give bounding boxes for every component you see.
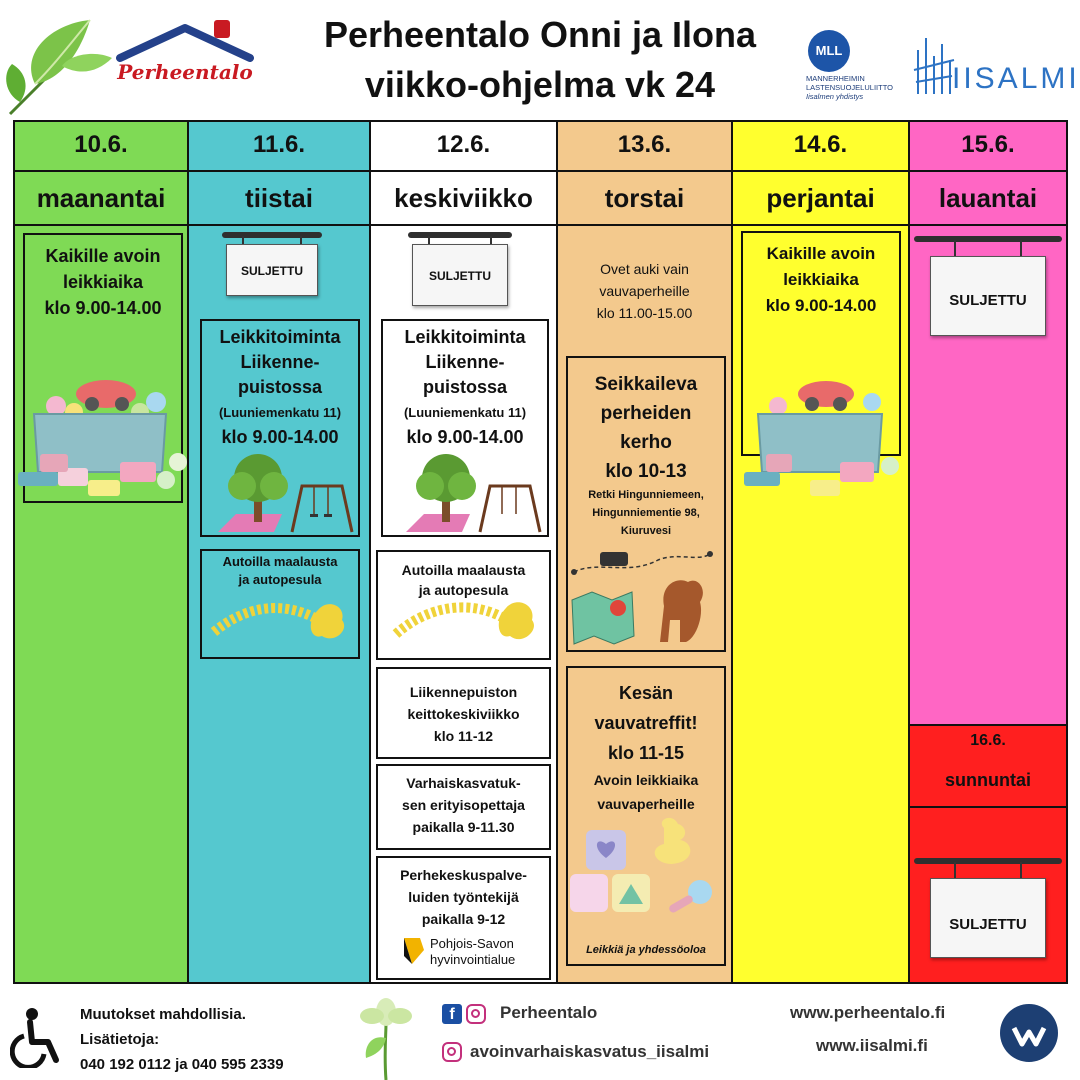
date-thursday: 13.6.: [558, 122, 731, 172]
family-center-line-2: luiden työntekijä: [408, 889, 519, 905]
closed-sign-saturday: [914, 230, 1062, 340]
traffic-park-line-1: Leikkitoiminta: [219, 327, 341, 347]
baby-meet-line-5: vauvaperheille: [597, 796, 695, 812]
adventure-detail-1: Retki Hingunniemeen,: [588, 489, 704, 501]
info-label: Lisätietoja:: [80, 1031, 160, 1048]
closed-label: SULJETTU: [412, 244, 508, 306]
closed-label: SULJETTU: [930, 878, 1046, 958]
baby-meet-line-2: vauvatreffit!: [594, 713, 698, 733]
open-play-line-2: leikkiaika: [62, 272, 144, 292]
open-play-line-3: klo 9.00-14.00: [44, 298, 162, 318]
instagram-icon[interactable]: [466, 1004, 486, 1024]
iisalmi-logo: [912, 30, 1080, 100]
day-column-friday: [731, 120, 910, 984]
day-name-monday: maanantai: [15, 172, 187, 226]
baby-open-line-2: vauvaperheille: [599, 283, 690, 299]
mll-logo: [806, 28, 906, 104]
open-play-line-1: Kaikille avoin: [45, 246, 161, 266]
cooking-line-1: Liikennepuiston: [409, 684, 518, 700]
special-teacher-line-1: Varhaiskasvatuk-: [406, 775, 521, 791]
adventure-detail-3: Kiuruvesi: [620, 525, 672, 537]
adventure-line-3: kerho: [620, 432, 672, 453]
baby-open-line-3: klo 11.00-15.00: [596, 305, 693, 321]
closed-sign-wednesday: [408, 226, 512, 312]
baby-toys-illustration: [568, 814, 720, 924]
car-paint-line-1: Autoilla maalausta: [401, 562, 526, 578]
closed-sign-tuesday: [222, 226, 322, 302]
traffic-park-line-1: Leikkitoiminta: [404, 327, 526, 347]
cooking-line-2: keittokeskiviikko: [407, 706, 520, 722]
perheentalo-logo-text: Perheentalo: [117, 60, 253, 84]
traffic-park-line-5: klo 9.00-14.00: [221, 427, 339, 447]
day-column-monday: [13, 120, 189, 984]
adventure-line-1: Seikkaileva: [594, 374, 698, 395]
iisalmi-wordmark: IISALMI: [952, 62, 1080, 95]
park-illustration: [216, 452, 356, 536]
mll-line-2: LASTENSUOJELULIITTO: [806, 83, 893, 92]
baby-meet-line-3: klo 11-15: [607, 743, 685, 763]
closed-label: SULJETTU: [930, 256, 1046, 336]
event-cooking-wednesday: [376, 667, 551, 759]
date-tuesday: 11.6.: [189, 122, 369, 172]
adventure-detail-2: Hingunniementie 98,: [592, 507, 700, 519]
event-special-teacher-wednesday: [376, 764, 551, 850]
adventure-line-4: klo 10-13: [605, 461, 687, 482]
date-monday: 10.6.: [15, 122, 187, 172]
hyvinvointialue-line-2: hyvinvointialue: [430, 952, 516, 967]
baby-meet-line-1: Kesän: [618, 683, 674, 703]
open-play-line-1: Kaikille avoin: [766, 244, 876, 263]
park-illustration: [404, 452, 544, 536]
day-name-tuesday: tiistai: [189, 172, 369, 226]
special-teacher-line-3: paikalla 9-11.30: [412, 819, 515, 835]
title-line-1: Perheentalo Onni ja Ilona: [323, 14, 757, 55]
family-center-line-1: Perhekeskuspalve-: [400, 867, 527, 883]
baby-meet-caption: Leikkiä ja yhdessöoloa: [586, 944, 706, 956]
paint-splash-illustration: [392, 590, 542, 650]
day-name-saturday: lauantai: [910, 172, 1066, 226]
car-paint-line-1: Autoilla maalausta: [222, 554, 338, 569]
family-center-line-3: paikalla 9-12: [421, 911, 506, 927]
traffic-park-line-4: (Luuniemenkatu 11): [403, 405, 527, 420]
finland-100-badge: [1000, 1004, 1058, 1062]
car-paint-line-2: ja autopesula: [238, 572, 322, 587]
changes-note: Muutokset mahdollisia.: [80, 1006, 246, 1023]
toy-box-illustration: [742, 372, 902, 498]
page-title: [280, 14, 800, 106]
closed-sign-sunday: [914, 852, 1062, 962]
facebook-link[interactable]: Perheentalo: [500, 1003, 598, 1022]
website-iisalmi[interactable]: www.iisalmi.fi: [816, 1036, 928, 1055]
hyvinvointialue-logo: [398, 934, 546, 970]
instagram-icon[interactable]: [442, 1042, 462, 1062]
map-horse-illustration: [568, 546, 720, 650]
footer-contact: [80, 1002, 284, 1077]
title-line-2: viikko-ohjelma vk 24: [364, 64, 716, 105]
baby-meet-line-4: Avoin leikkiaika: [593, 772, 699, 788]
flower-decoration: [354, 994, 418, 1080]
day-name-sunday: sunnuntai: [945, 770, 1031, 790]
date-saturday: 15.6.: [910, 122, 1066, 172]
traffic-park-line-5: klo 9.00-14.00: [406, 427, 524, 447]
mll-badge: MLL: [808, 30, 850, 72]
paint-splash-illustration: [210, 592, 350, 648]
open-play-line-2: leikkiaika: [783, 270, 859, 289]
traffic-park-line-4: (Luuniemenkatu 11): [218, 405, 342, 420]
traffic-park-line-3: puistossa: [237, 377, 323, 397]
traffic-park-line-2: Liikenne-: [425, 352, 505, 372]
mll-line-1: MANNERHEIMIN: [806, 74, 865, 83]
special-teacher-line-2: sen erityisopettaja: [402, 797, 525, 813]
toy-box-illustration: [16, 372, 188, 498]
day-name-wednesday: keskiviikko: [371, 172, 556, 226]
closed-label: SULJETTU: [226, 244, 318, 296]
leaf-decoration: [0, 14, 116, 118]
day-name-thursday: torstai: [558, 172, 731, 226]
website-perheentalo[interactable]: www.perheentalo.fi: [790, 1003, 946, 1022]
baby-open-text: [558, 258, 731, 324]
perheentalo-logo: [114, 18, 256, 100]
hyvinvointialue-line-1: Pohjois-Savon: [430, 936, 514, 951]
facebook-icon[interactable]: f: [442, 1004, 462, 1024]
traffic-park-line-2: Liikenne-: [240, 352, 320, 372]
date-sunday: 16.6.: [970, 732, 1006, 749]
instagram-link[interactable]: avoinvarhaiskasvatus_iisalmi: [470, 1042, 710, 1061]
day-name-friday: perjantai: [733, 172, 908, 226]
date-wednesday: 12.6.: [371, 122, 556, 172]
baby-open-line-1: Ovet auki vain: [600, 261, 689, 277]
car-paint-line-2: ja autopesula: [418, 582, 509, 598]
cooking-line-3: klo 11-12: [433, 728, 494, 744]
sunday-divider: [910, 806, 1066, 808]
date-friday: 14.6.: [733, 122, 908, 172]
adventure-line-2: perheiden: [600, 403, 692, 424]
traffic-park-line-3: puistossa: [422, 377, 508, 397]
mll-line-3: Iisalmen yhdistys: [806, 92, 864, 101]
phone-numbers: 040 192 0112 ja 040 595 2339: [80, 1056, 284, 1073]
open-play-line-3: klo 9.00-14.00: [765, 296, 877, 315]
accessibility-icon: [10, 1008, 62, 1068]
